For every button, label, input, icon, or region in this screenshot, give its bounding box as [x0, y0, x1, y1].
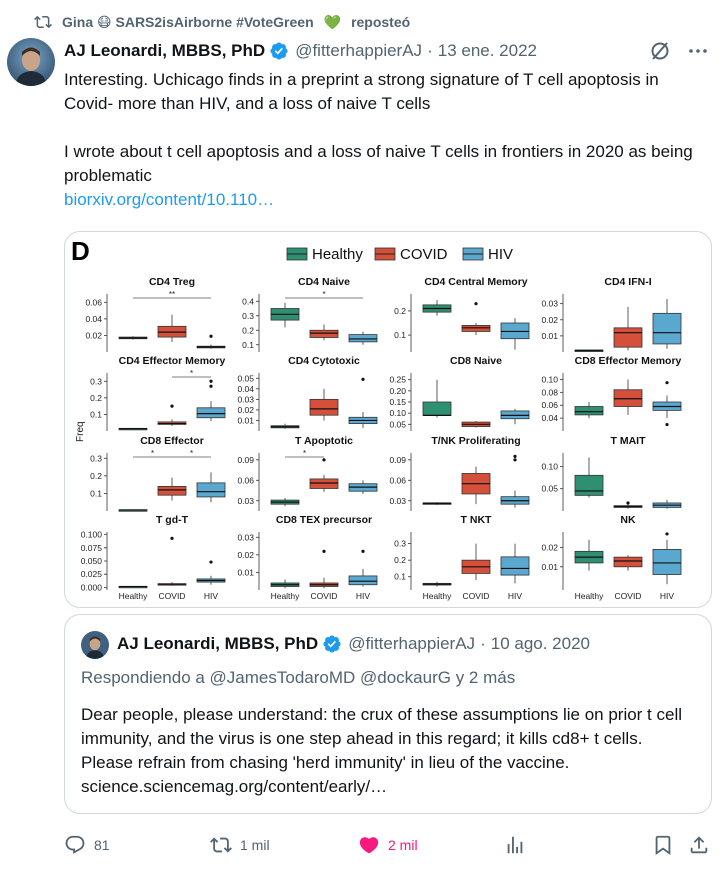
y-tick-label: 0.02 [541, 314, 558, 325]
outlier-point [665, 381, 668, 384]
box-hiv [349, 335, 377, 342]
outlier-point [170, 537, 173, 540]
y-tick-label: 0.10 [389, 408, 406, 419]
y-tick-label: 0.2 [90, 470, 102, 481]
like-icon [358, 834, 380, 856]
y-tick-label: 0.03 [237, 394, 254, 405]
y-tick-label: 0.10 [541, 461, 558, 472]
bookmark-button[interactable] [652, 830, 674, 860]
box-covid [310, 330, 338, 337]
outlier-point [513, 458, 516, 461]
quoted-tweet[interactable] [64, 614, 712, 814]
y-tick-label: 0.04 [85, 313, 102, 324]
panel-t-nkt [394, 514, 529, 601]
y-tick-label: 0.09 [237, 454, 254, 465]
panel-title: CD4 Naive [298, 276, 350, 288]
author-name[interactable]: AJ Leonardi, MBBS, PhD [64, 41, 266, 60]
x-tick-label: HIV [203, 591, 219, 601]
panel-cd4-treg [85, 276, 225, 352]
y-tick-label: 0.09 [389, 454, 406, 465]
x-tick-label: COVID [158, 591, 186, 601]
legend-label-hiv: HIV [488, 246, 514, 263]
panel-t-mait [541, 435, 681, 511]
tweet-header [64, 38, 710, 64]
y-tick-label: 0.100 [80, 529, 102, 540]
outlier-point [322, 458, 325, 461]
legend [287, 246, 513, 263]
outlier-point [209, 335, 212, 338]
tweet-paragraph-2: I wrote about t cell apoptosis and a loss of naive T cells in frontiers in 2020 as being problematic [64, 142, 693, 185]
action-bar [64, 830, 712, 860]
quote-author-handle[interactable]: @fitterhappierAJ [348, 634, 476, 653]
significance-label: * [302, 449, 307, 458]
panel-title: CD4 IFN-I [604, 276, 652, 288]
avatar[interactable] [7, 38, 55, 86]
y-axis-label: Freq [75, 421, 86, 442]
outlier-point [170, 405, 173, 408]
y-tick-label: 0.02 [237, 549, 254, 560]
separator: · [427, 41, 433, 60]
y-tick-label: 0.000 [80, 582, 102, 593]
box-covid [310, 399, 338, 415]
x-tick-label: HIV [355, 591, 371, 601]
box-covid [462, 325, 490, 331]
like-button[interactable] [358, 830, 418, 860]
y-tick-label: 0.04 [541, 413, 558, 424]
y-tick-label: 0.04 [237, 383, 254, 394]
x-tick-label: HIV [507, 591, 523, 601]
y-tick-label: 0.1 [394, 330, 406, 341]
panel-title: CD4 Cytotoxic [288, 355, 360, 367]
panel-title: CD8 TEX precursor [275, 514, 373, 526]
outlier-point [474, 302, 477, 305]
quote-date[interactable]: 10 ago. 2020 [490, 634, 590, 653]
y-tick-label: 0.01 [237, 567, 254, 578]
y-tick-label: 0.06 [389, 475, 406, 486]
box-healthy [575, 407, 603, 415]
panel-cd4-naive [242, 276, 377, 352]
box-covid [614, 390, 642, 407]
y-tick-label: 0.1 [394, 571, 406, 582]
outlier-point [322, 550, 325, 553]
panel-cd4-effector-memory [90, 355, 225, 431]
y-tick-label: 0.01 [541, 330, 558, 341]
y-tick-label: 0.05 [237, 373, 254, 384]
panel-cd4-cytotoxic [237, 355, 377, 431]
y-tick-label: 0.15 [389, 397, 406, 407]
reply-icon [64, 834, 86, 856]
outlier-point [626, 501, 629, 504]
panel-title: CD4 Central Memory [424, 276, 528, 288]
y-tick-label: 0.02 [237, 404, 254, 415]
box-healthy [423, 402, 451, 415]
media-image[interactable] [64, 231, 712, 608]
y-tick-label: 0.03 [237, 495, 254, 506]
y-tick-label: 0.06 [85, 297, 102, 308]
outlier-point [665, 532, 668, 535]
share-icon [688, 834, 710, 856]
plot-panels [81, 276, 682, 601]
x-tick-label: Healthy [422, 591, 452, 601]
y-tick-label: 0.08 [541, 387, 558, 398]
y-tick-label: 0.02 [85, 330, 102, 341]
grok-icon[interactable] [648, 39, 672, 63]
y-tick-label: 0.10 [541, 374, 558, 385]
significance-label: ** [168, 290, 176, 299]
box-hiv [501, 557, 529, 575]
y-tick-label: 0.20 [389, 385, 406, 396]
box-hiv [501, 323, 529, 339]
panel-title: CD8 Effector Memory [574, 355, 682, 367]
y-tick-label: 0.03 [389, 495, 406, 506]
y-tick-label: 0.050 [80, 556, 102, 566]
y-tick-label: 0.06 [237, 475, 254, 486]
significance-label: * [189, 369, 194, 378]
panel-cd4-ifn-i [541, 276, 681, 352]
repost-emoji: 💚 [323, 13, 342, 30]
x-tick-label: COVID [310, 591, 338, 601]
y-tick-label: 0.025 [80, 569, 102, 580]
y-tick-label: 0.2 [90, 392, 102, 403]
panel-cd4-central-memory [394, 276, 529, 352]
significance-label: * [322, 290, 326, 299]
y-tick-label: 0.01 [541, 561, 558, 572]
outlier-point [513, 455, 516, 458]
repost-context[interactable] [34, 10, 410, 34]
box-hiv [197, 483, 225, 497]
panel-title: NK [620, 514, 636, 526]
repost-action: reposteó [351, 14, 411, 30]
more-icon[interactable] [686, 39, 710, 63]
bookmark-icon [652, 834, 674, 856]
y-tick-label: 0.01 [237, 415, 254, 426]
box-hiv [349, 576, 377, 585]
box-covid [158, 486, 186, 495]
y-tick-label: 0.1 [90, 488, 102, 499]
verified-icon [322, 634, 342, 654]
reply-count: 81 [94, 837, 110, 853]
replying-to: Respondiendo a @JamesTodaroMD @dockaurG y 2 más [81, 668, 516, 687]
outlier-point [209, 380, 212, 383]
legend-label-covid: COVID [400, 246, 448, 263]
y-tick-label: 0.03 [541, 298, 558, 309]
quote-avatar[interactable] [81, 631, 109, 659]
y-tick-label: 0.3 [90, 453, 102, 464]
box-hiv [653, 549, 681, 574]
tweet-link[interactable]: biorxiv.org/content/10.110… [64, 190, 275, 209]
significance-label: * [150, 449, 155, 458]
panel-t-gd-t [81, 514, 225, 601]
outlier-point [665, 423, 668, 426]
panel-title: T MAIT [610, 435, 646, 447]
y-tick-label: 0.1 [90, 409, 102, 420]
reply-button[interactable] [64, 830, 110, 860]
y-tick-label: 0.3 [242, 310, 254, 321]
quote-header [117, 634, 701, 654]
box-covid [614, 557, 642, 567]
repost-icon [210, 834, 232, 856]
panel-cd8-naive [389, 355, 529, 431]
views-button[interactable] [504, 830, 526, 860]
repost-count: 1 mil [240, 837, 270, 853]
author-handle[interactable]: @fitterhappierAJ [295, 41, 423, 60]
y-tick-label: 0.02 [541, 542, 558, 553]
panel-title: CD4 Effector Memory [118, 355, 226, 367]
y-tick-label: 0.2 [394, 305, 406, 316]
quote-text: Dear people, please understand: the crux of these assumptions lie on prior t cell immunity, and the virus is one step ahead in this regard; it kills cd8+ t cells. Please refrain from chasing 'herd immunity' in lieu of the vaccine. science.sciencemag.org/content/early/… [81, 705, 683, 796]
panel-title: T gd-T [155, 514, 189, 526]
panel-nk [541, 514, 681, 601]
x-tick-label: HIV [659, 591, 675, 601]
panel-title: CD8 Effector [140, 435, 204, 447]
y-tick-label: 0.4 [242, 296, 254, 307]
y-tick-label: 0.06 [541, 400, 558, 411]
panel-title: CD4 Treg [148, 276, 196, 288]
y-tick-label: 0.3 [394, 538, 406, 549]
panel-t-apoptotic [237, 435, 377, 511]
y-tick-label: 0.075 [80, 542, 102, 553]
x-tick-label: COVID [614, 591, 642, 601]
views-icon [504, 834, 526, 856]
y-tick-label: 0.1 [242, 339, 254, 350]
repost-user[interactable]: Gina 😷 SARS2isAirborne #VoteGreen [62, 13, 314, 30]
box-healthy [575, 475, 603, 495]
y-tick-label: 0.2 [242, 325, 254, 336]
legend-label-healthy: Healthy [312, 246, 363, 263]
quote-separator: · [480, 634, 486, 653]
panel-cd8-effector [90, 435, 225, 511]
x-tick-label: Healthy [270, 591, 300, 601]
repost-button[interactable] [210, 830, 270, 860]
x-tick-label: Healthy [574, 591, 604, 601]
outlier-point [209, 560, 212, 563]
tweet-text [64, 68, 712, 212]
panel-title: T Apoptotic [295, 435, 353, 447]
outlier-point [209, 385, 212, 388]
y-tick-label: 0.05 [389, 419, 406, 430]
outlier-point [361, 378, 364, 381]
significance-label: * [189, 449, 194, 458]
y-tick-label: 0.25 [389, 374, 406, 385]
box-covid [614, 328, 642, 347]
verified-icon [269, 41, 289, 61]
y-tick-label: 0.03 [237, 532, 254, 543]
panel-label: D [71, 236, 90, 266]
like-count: 2 mil [388, 837, 418, 853]
box-hiv [197, 408, 225, 418]
tweet-date[interactable]: 13 ene. 2022 [437, 41, 537, 60]
boxplot-figure [65, 232, 711, 607]
repost-icon [34, 13, 52, 31]
outlier-point [361, 550, 364, 553]
x-tick-label: COVID [462, 591, 490, 601]
tweet-paragraph-1: Interesting. Uchicago finds in a preprint a strong signature of T cell apoptosis in Covid- more than HIV, and a loss of naive T cells [64, 70, 659, 113]
quote-author-name[interactable]: AJ Leonardi, MBBS, PhD [117, 634, 319, 653]
y-tick-label: 0.05 [541, 483, 558, 494]
panel-t-nk-proliferating [389, 435, 529, 511]
y-tick-label: 0.3 [90, 376, 102, 387]
panel-title: CD8 Naive [450, 355, 502, 367]
panel-title: T NKT [460, 514, 492, 526]
box-covid [310, 479, 338, 489]
panel-cd8-effector-memory [541, 355, 681, 431]
share-button[interactable] [688, 830, 710, 860]
box-hiv [653, 313, 681, 344]
y-tick-label: 0.2 [394, 555, 406, 566]
panel-title: T/NK Proliferating [431, 435, 521, 447]
panel-cd8-tex-precursor [237, 514, 377, 601]
x-tick-label: Healthy [118, 591, 148, 601]
